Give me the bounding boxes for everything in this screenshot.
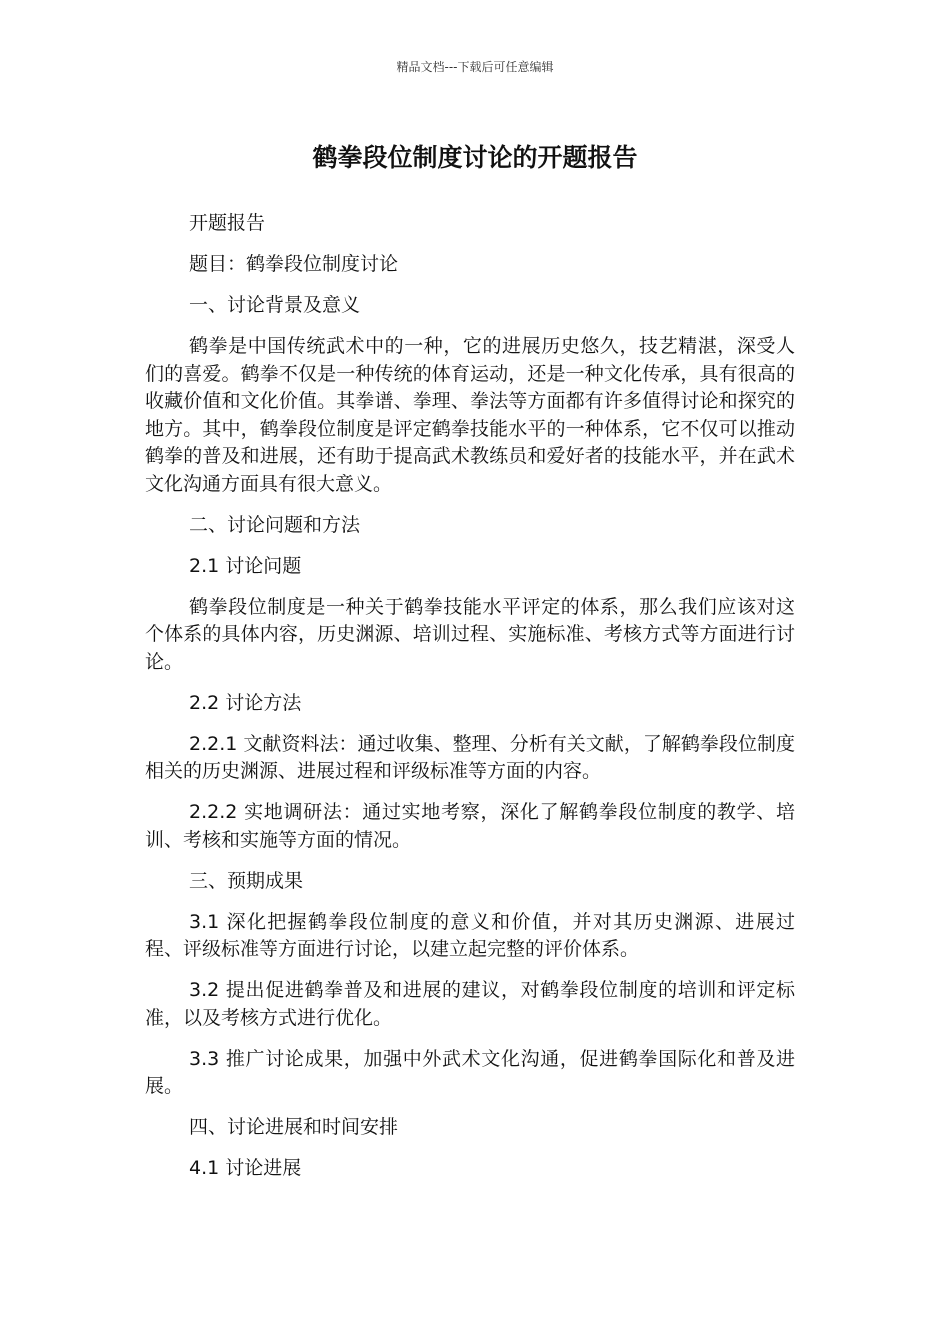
subsection-heading-4-1: 4.1 讨论进展 [189, 1157, 302, 1179]
subsection-heading-2-2: 2.2 讨论方法 [189, 691, 302, 714]
section-heading-1: 一、讨论背景及意义 [189, 294, 361, 316]
section-heading-2: 二、讨论问题和方法 [189, 513, 361, 536]
paragraph-report-label: 开题报告 [189, 212, 266, 234]
paragraph-outcome-3: 3.3 推广讨论成果，加强中外武术文化沟通，促进鹤拳国际化和普及进展。 [145, 1047, 795, 1097]
section-heading-4: 四、讨论进展和时间安排 [189, 1116, 399, 1138]
paragraph-outcome-2: 3.2 提出促进鹤拳普及和进展的建议，对鹤拳段位制度的培训和评定标准，以及考核方式进行优化。 [145, 979, 795, 1029]
paragraph-method-fieldwork: 2.2.2 实地调研法：通过实地考察，深化了解鹤拳段位制度的教学、培训、考核和实施等方面的情况。 [145, 801, 795, 851]
paragraph-background: 鹤拳是中国传统武术中的一种，它的进展历史悠久，技艺精湛，深受人们的喜爱。鹤拳不仅是一种传统的体育运动，还是一种文化传承，具有很高的收藏价值和文化价值。其拳谱、拳理、拳法等方面都有许多值得讨论和探究的地方。其中，鹤拳段位制度是评定鹤拳技能水平的一种体系，它不仅可以推动鹤拳的普及和进展，还有助于提高武术教练员和爱好者的技能水平，并在武术文化沟通方面具有很大意义。 [145, 335, 795, 495]
document-body [145, 210, 795, 1196]
section-heading-3: 三、预期成果 [189, 869, 304, 892]
paragraph-topic: 题目：鹤拳段位制度讨论 [189, 253, 399, 275]
paragraph-method-literature: 2.2.1 文献资料法：通过收集、整理、分析有关文献，了解鹤拳段位制度相关的历史渊源、进展过程和评级标准等方面的内容。 [145, 732, 795, 782]
paragraph-outcome-1: 3.1 深化把握鹤拳段位制度的意义和价值，并对其历史渊源、进展过程、评级标准等方面进行讨论，以建立起完整的评价体系。 [145, 910, 795, 960]
paragraph-research-question: 鹤拳段位制度是一种关于鹤拳技能水平评定的体系，那么我们应该对这个体系的具体内容，历史渊源、培训过程、实施标准、考核方式等方面进行讨论。 [145, 595, 795, 673]
header-note: 精品文档---下载后可任意编辑 [396, 60, 554, 74]
document-title: 鹤拳段位制度讨论的开题报告 [312, 143, 638, 172]
subsection-heading-2-1: 2.1 讨论问题 [189, 554, 302, 577]
